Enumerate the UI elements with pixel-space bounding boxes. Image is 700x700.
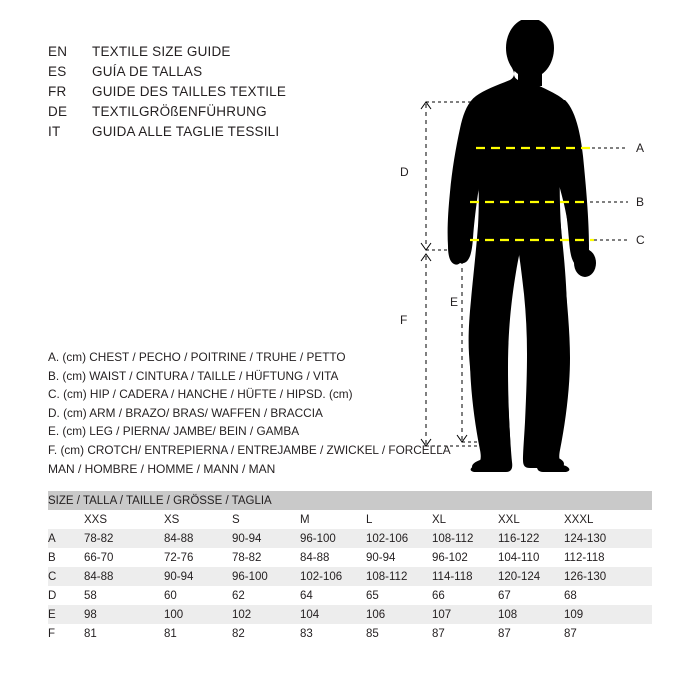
cell: 104 [300,605,366,624]
cell: 87 [498,624,564,643]
legend-block [48,348,468,460]
size-table-wrap [48,491,652,643]
cell: 112-118 [564,548,652,567]
cell: 120-124 [498,567,564,586]
language-title: GUIDA ALLE TAGLIE TESSILI [92,124,280,139]
table-title-row [48,491,652,510]
cell: 58 [84,586,164,605]
cell: 108-112 [432,529,498,548]
label-d: D [400,165,409,179]
language-code: IT [48,124,61,139]
cell: 81 [164,624,232,643]
column-header-m: M [300,510,366,529]
legend-item-a: A. (cm) CHEST / PECHO / POITRINE / TRUHE / PETTO [48,350,346,364]
cell: 102-106 [300,567,366,586]
cell: 104-110 [498,548,564,567]
cell: 106 [366,605,432,624]
language-title: GUÍA DE TALLAS [92,64,203,79]
cell: 85 [366,624,432,643]
cell: 109 [564,605,652,624]
row-label: E [48,605,84,624]
cell: 102 [232,605,300,624]
language-row [48,44,378,64]
cell: 68 [564,586,652,605]
table-title: SIZE / TALLA / TAILLE / GRÖSSE / TAGLIA [48,491,652,510]
column-header [48,510,84,529]
cell: 66 [432,586,498,605]
language-code: EN [48,44,68,59]
cell: 78-82 [84,529,164,548]
cell: 107 [432,605,498,624]
cell: 84-88 [164,529,232,548]
column-header-xl: XL [432,510,498,529]
cell: 90-94 [232,529,300,548]
cell: 90-94 [164,567,232,586]
language-row [48,124,378,144]
label-b: B [636,195,645,209]
cell: 83 [300,624,366,643]
language-row [48,64,378,84]
table-row [48,605,652,624]
cell: 96-100 [232,567,300,586]
man-silhouette [448,20,596,472]
table-row [48,624,652,643]
row-label: C [48,567,84,586]
cell: 102-106 [366,529,432,548]
language-row [48,84,378,104]
language-title-block [48,44,378,144]
cell: 98 [84,605,164,624]
cell: 116-122 [498,529,564,548]
size-table [48,491,652,643]
language-code: ES [48,64,67,79]
column-header-s: S [232,510,300,529]
cell: 87 [564,624,652,643]
cell: 114-118 [432,567,498,586]
row-label: D [48,586,84,605]
legend-item-f: F. (cm) CROTCH/ ENTREPIERNA / ENTREJAMBE / ZWICKEL / FORCELLA [48,442,451,457]
legend-item-c: C. (cm) HIP / CADERA / HANCHE / HÜFTE / HIPSD. (cm) [48,387,353,402]
language-title: TEXTILGRÖßENFÜHRUNG [92,104,267,119]
table-row [48,548,652,567]
row-label: F [48,624,84,643]
legend-item-b: B. (cm) WAIST / CINTURA / TAILLE / HÜFTUNG / VITA [48,368,339,383]
cell: 84-88 [300,548,366,567]
cell: 60 [164,586,232,605]
cell: 81 [84,624,164,643]
cell: 84-88 [84,567,164,586]
legend-item-e: E. (cm) LEG / PIERNA/ JAMBE/ BEIN / GAMBA [48,424,300,439]
table-row [48,529,652,548]
table-row [48,586,652,605]
column-header-xs: XS [164,510,232,529]
language-title: GUIDE DES TAILLES TEXTILE [92,84,287,99]
column-header-xxl: XXL [498,510,564,529]
cell: 65 [366,586,432,605]
cell: 72-76 [164,548,232,567]
language-code: DE [48,104,68,119]
cell: 100 [164,605,232,624]
column-header-xxxl: XXXL [564,510,652,529]
language-row [48,104,378,124]
label-a: A [636,141,645,155]
cell: 96-100 [300,529,366,548]
language-title: TEXTILE SIZE GUIDE [92,44,231,59]
language-code: FR [48,84,67,99]
column-header-xxs: XXS [84,510,164,529]
label-f: F [400,313,408,327]
cell: 87 [432,624,498,643]
cell: 62 [232,586,300,605]
cell: 64 [300,586,366,605]
table-row [48,567,652,586]
cell: 108-112 [366,567,432,586]
cell: 78-82 [232,548,300,567]
row-label: A [48,529,84,548]
cell: 90-94 [366,548,432,567]
cell: 67 [498,586,564,605]
cell: 66-70 [84,548,164,567]
cell: 96-102 [432,548,498,567]
cell: 82 [232,624,300,643]
label-e: E [450,295,459,309]
cell: 126-130 [564,567,652,586]
cell: 108 [498,605,564,624]
label-c: C [636,233,645,247]
cell: 124-130 [564,529,652,548]
column-header-l: L [366,510,432,529]
row-label: B [48,548,84,567]
gender-line: MAN / HOMBRE / HOMME / MANN / MAN [48,462,276,476]
table-column-header-row [48,510,652,529]
legend-item-d: D. (cm) ARM / BRAZO/ BRAS/ WAFFEN / BRACCIA [48,405,323,420]
